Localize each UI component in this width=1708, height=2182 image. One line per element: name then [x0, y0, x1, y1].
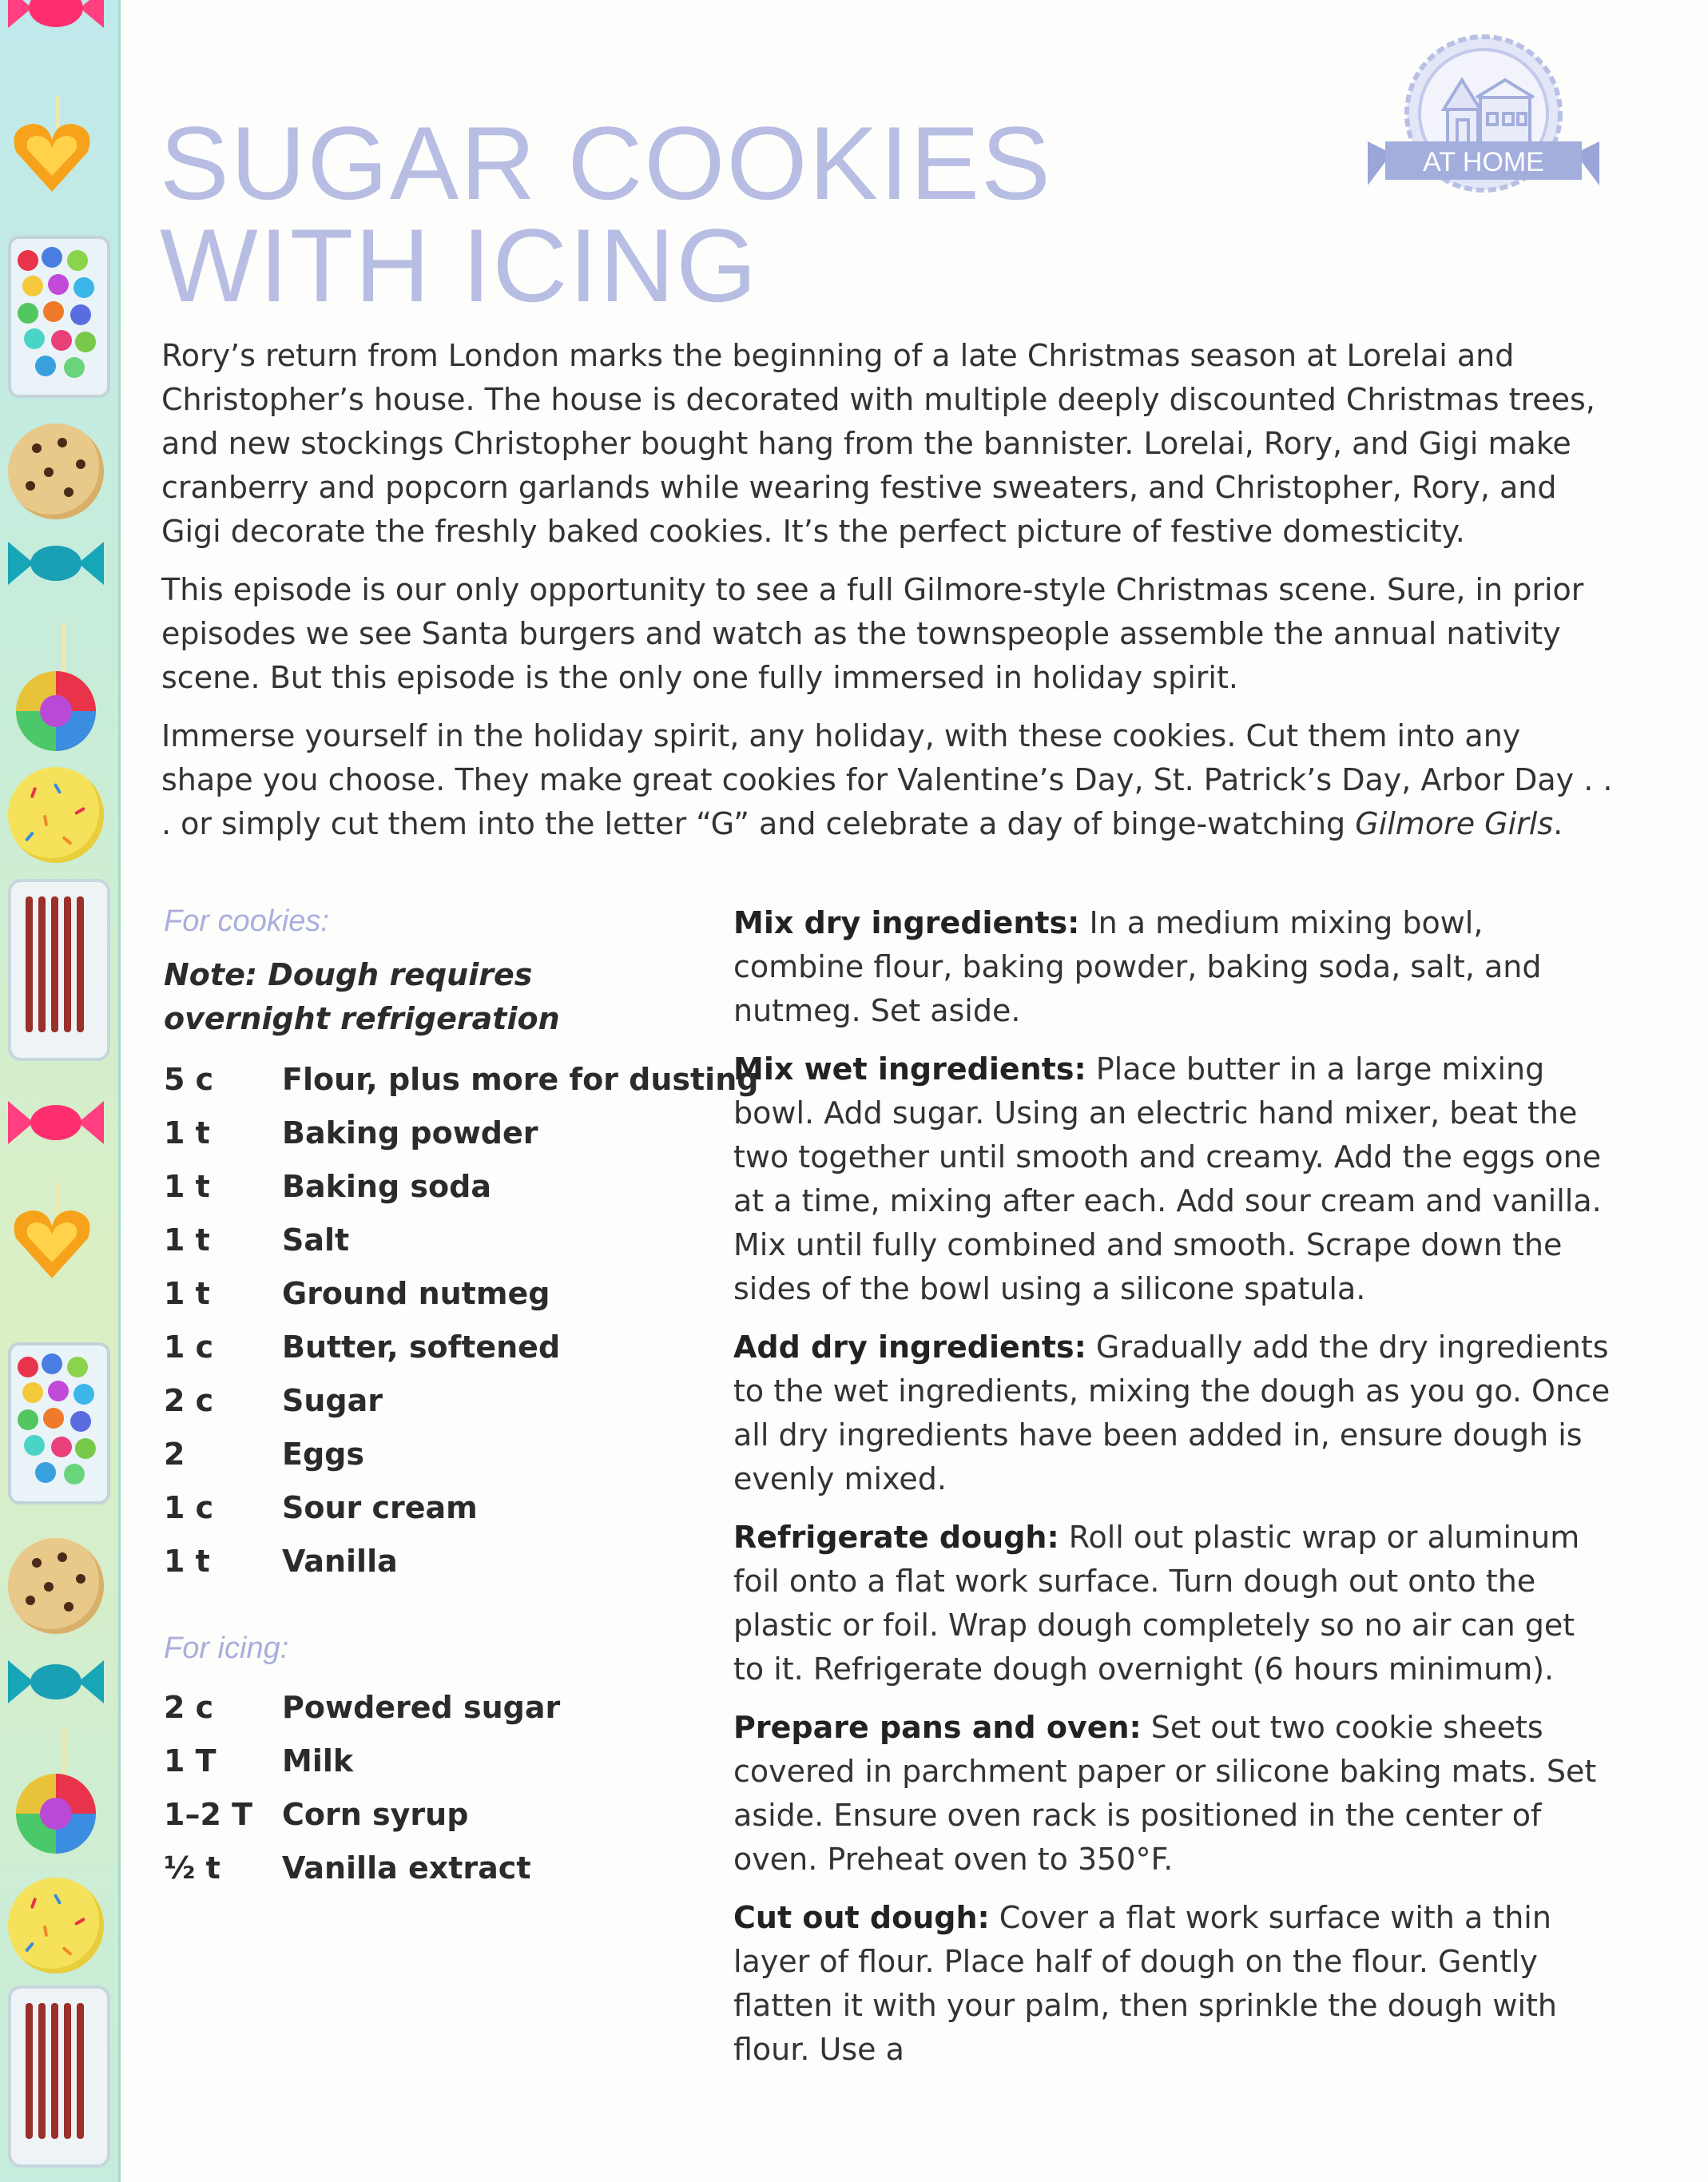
ingredient-row: [164, 1052, 759, 1106]
candy-stick-jar-icon: [8, 1985, 110, 2168]
ingredient-name: Salt: [282, 1222, 350, 1258]
ingredient-quantity: 1 t: [164, 1275, 210, 1311]
icing-label: For icing:: [164, 1632, 289, 1665]
intro-paragraph: [161, 714, 1615, 846]
ingredient-name: Ground nutmeg: [282, 1275, 550, 1311]
ingredient-name: Milk: [282, 1743, 354, 1779]
step: [733, 1325, 1614, 1501]
badge-label: AT HOME: [1423, 147, 1544, 177]
ingredient-quantity: 1 t: [164, 1168, 210, 1204]
ingredient-quantity: 1 t: [164, 1115, 210, 1151]
refrigeration-note: Note: Dough requires overnight refrigeration: [164, 957, 560, 1036]
intro-text: [161, 334, 1615, 860]
step-heading: Add dry ingredients:: [733, 1329, 1086, 1365]
ingredient-row: [164, 1841, 723, 1894]
cookie-ingredients: [164, 1052, 759, 1588]
wrapped-candy-icon: [8, 1095, 104, 1151]
icing-ingredients: [164, 1680, 723, 1894]
ingredient-row: [164, 1266, 723, 1320]
ingredient-name: Baking powder: [282, 1115, 538, 1151]
step-text: In a medium mixing bowl, combine flour, baking powder, baking soda, salt, and nutmeg. Set aside.: [733, 905, 1542, 1028]
gumball-jar-icon: [8, 1342, 110, 1504]
ingredient-name: Sour cream: [282, 1489, 478, 1525]
intro-text-run: Immerse yourself in the holiday spirit, any holiday, with these cookies. Cut them into any shape you choose. They make great cookies for Valentine’s Day, St. Patrick’s Day, Arbor Day . . . or simply cut them into the letter “G” and celebrate a day of binge-watching: [161, 718, 1613, 841]
ingredient-row: [164, 1481, 723, 1534]
step-heading: Mix wet ingredients:: [733, 1051, 1086, 1087]
ingredient-row: [164, 1213, 723, 1266]
cookie-icon: [8, 423, 104, 519]
step: [733, 901, 1614, 1033]
ingredient-quantity: 1 c: [164, 1489, 214, 1525]
ingredient-row: [164, 1787, 723, 1841]
step-text: Gradually add the dry ingredients to the wet ingredients, mixing the dough as you go. Once all dry ingredients have been added in, ensure dough is evenly mixed.: [733, 1329, 1611, 1496]
ingredient-quantity: 1 c: [164, 1329, 214, 1365]
ingredient-quantity: ½ t: [164, 1850, 220, 1886]
cookies-label: For cookies:: [164, 904, 329, 938]
step-text: Place butter in a large mixing bowl. Add sugar. Using an electric hand mixer, beat the two together until smooth and creamy. Add the eggs one at a time, mixing after each. Add sour cream and vanilla. Mix until fully combined and smooth. Scrape down the sides of the bowl using a silicone spatula.: [733, 1051, 1602, 1306]
candy-border: [0, 0, 121, 2182]
swirl-lollipop-icon: [8, 1726, 104, 1862]
ingredient-name: Vanilla: [282, 1543, 398, 1579]
wrapped-candy-icon: [8, 535, 104, 591]
ingredient-row: [164, 1680, 723, 1734]
ingredient-row: [164, 1427, 723, 1481]
ingredient-name: Vanilla extract: [282, 1850, 531, 1886]
title-line-2: WITH ICING: [160, 207, 759, 324]
cookie-icon: [8, 1538, 104, 1634]
step-heading: Prepare pans and oven:: [733, 1710, 1142, 1745]
swirl-lollipop-icon: [8, 623, 104, 759]
at-home-badge: [1368, 34, 1599, 201]
gumball-jar-icon: [8, 236, 110, 398]
step-heading: Cut out dough:: [733, 1900, 990, 1935]
ingredient-name: Flour, plus more for dusting: [282, 1061, 759, 1097]
ingredient-row: [164, 1373, 723, 1427]
ingredient-row: [164, 1320, 723, 1373]
ingredient-row: [164, 1734, 723, 1787]
wrapped-candy-icon: [8, 0, 104, 36]
ingredient-quantity: 1 t: [164, 1543, 210, 1579]
intro-paragraph: This episode is our only opportunity to see a full Gilmore-style Christmas scene. Sure, in prior episodes we see Santa burgers and watch as the townspeople assemble the annual nativity scene. But this episode is the only one fully immersed in holiday spirit.: [161, 572, 1584, 695]
ingredient-name: Corn syrup: [282, 1796, 469, 1832]
step: [733, 1516, 1614, 1691]
ingredient-name: Powdered sugar: [282, 1689, 561, 1725]
ingredient-name: Baking soda: [282, 1168, 491, 1204]
intro-text-run: .: [1553, 806, 1563, 841]
step-heading: Refrigerate dough:: [733, 1520, 1059, 1555]
step: [733, 1047, 1614, 1311]
page-title: [160, 105, 1118, 324]
candy-stick-jar-icon: [8, 879, 110, 1061]
step-text: Cover a flat work surface with a thin layer of flour. Place half of dough on the flour. Gently flatten it with your palm, then sprinkle the dough with flour. Use a: [733, 1900, 1557, 2067]
heart-lollipop-icon: [8, 96, 96, 200]
ingredient-quantity: 1 t: [164, 1222, 210, 1258]
ingredient-name: Butter, softened: [282, 1329, 561, 1365]
heart-lollipop-icon: [8, 1182, 96, 1286]
ingredient-name: Eggs: [282, 1436, 364, 1472]
sprinkle-cookie-icon: [8, 767, 104, 863]
ingredient-quantity: 5 c: [164, 1061, 214, 1097]
ingredient-row: [164, 1159, 723, 1213]
ingredient-row: [164, 1106, 723, 1159]
intro-paragraph: Rory’s return from London marks the beginning of a late Christmas season at Lorelai and Christopher’s house. The house is decorated with multiple deeply discounted Christmas trees, and new stockings Christopher bought hang from the bannister. Lorelai, Rory, and Gigi make cranberry and popcorn garlands while wearing festive sweaters, and Christopher, Rory, and Gigi decorate the freshly baked cookies. It’s the perfect picture of festive domesticity.: [161, 338, 1595, 549]
step-text: Roll out plastic wrap or aluminum foil onto a flat work surface. Turn dough out onto the plastic or foil. Wrap dough completely so no air can get to it. Refrigerate dough overnight (6 hours minimum).: [733, 1520, 1580, 1687]
step: [733, 1706, 1614, 1882]
ingredient-quantity: 2 c: [164, 1382, 214, 1418]
house-icon: [1444, 80, 1534, 143]
ingredient-quantity: 2: [164, 1436, 185, 1472]
sprinkle-cookie-icon: [8, 1878, 104, 1973]
ingredients-list: [164, 904, 759, 1894]
instructions: [733, 901, 1614, 2086]
ingredient-quantity: 2 c: [164, 1689, 214, 1725]
step-heading: Mix dry ingredients:: [733, 905, 1080, 940]
ingredient-quantity: 1 T: [164, 1743, 216, 1779]
ingredient-quantity: 1–2 T: [164, 1796, 253, 1832]
wrapped-candy-icon: [8, 1654, 104, 1710]
title-line-1: SUGAR COOKIES: [160, 105, 1052, 221]
ingredient-row: [164, 1534, 723, 1588]
step: [733, 1896, 1614, 2072]
show-title: Gilmore Girls: [1355, 806, 1554, 841]
step-text: Set out two cookie sheets covered in parchment paper or silicone baking mats. Set aside. Ensure oven rack is positioned in the center of oven. Preheat oven to 350°F.: [733, 1710, 1597, 1877]
ingredient-name: Sugar: [282, 1382, 383, 1418]
